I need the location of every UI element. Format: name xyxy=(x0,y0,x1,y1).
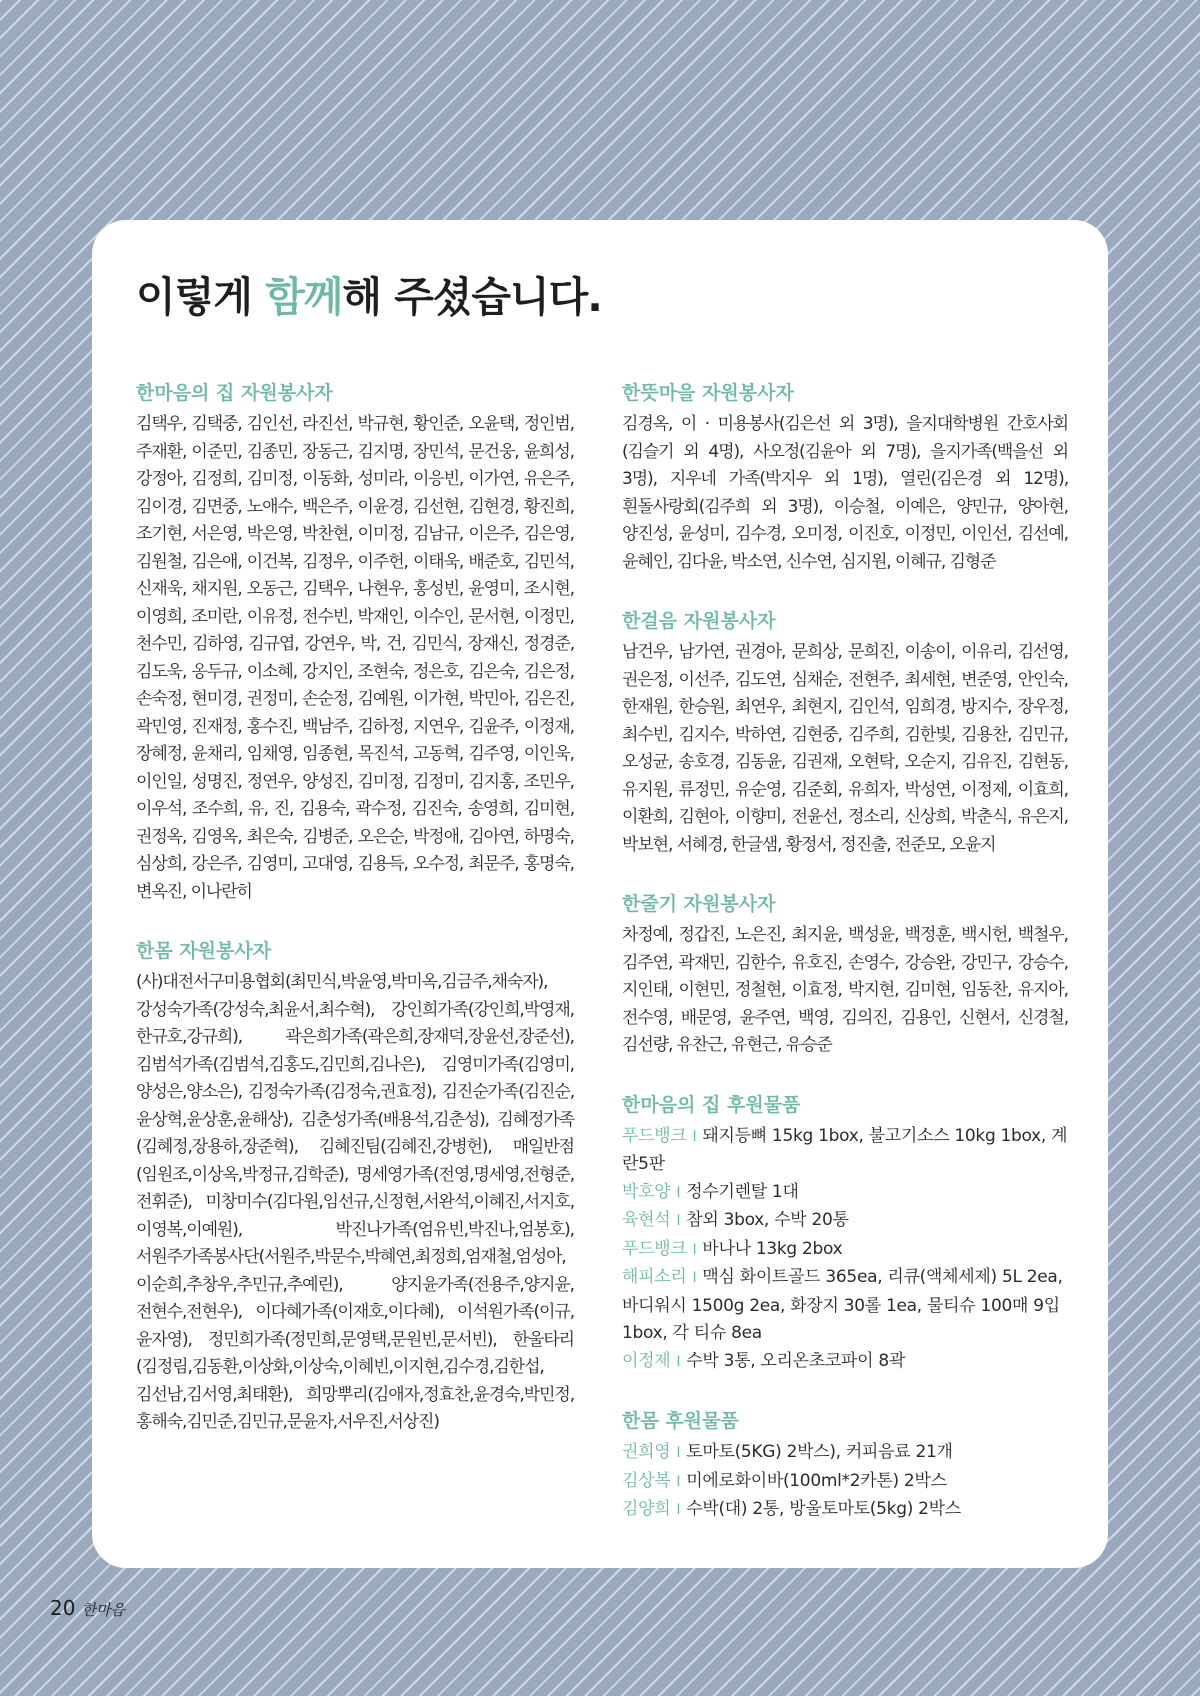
section-heading: 한걸음 자원봉사자 xyxy=(622,610,776,632)
sponsor-entry xyxy=(622,1207,1068,1236)
sponsor-items: 참외 3box, 수박 20통 xyxy=(686,1210,849,1230)
title-text-start: 이렇게 xyxy=(136,273,266,321)
sponsor-items: 토마토(5KG) 2박스), 커피음료 21개 xyxy=(686,1442,953,1462)
sponsor-items: 바나나 13kg 2box xyxy=(702,1238,843,1259)
magazine-logo: 한마음 xyxy=(81,1601,125,1619)
sponsor-items: 정수기렌탈 1대 xyxy=(686,1181,799,1202)
title-text-end: 해 주셨습니다. xyxy=(342,273,602,321)
right-column xyxy=(622,380,1068,1557)
sponsor-entry xyxy=(622,1496,1068,1525)
sponsor-name: 푸드뱅크 xyxy=(622,1125,687,1146)
section-heading: 한몸 자원봉사자 xyxy=(136,940,272,962)
sponsor-name: 해피소리 xyxy=(622,1267,687,1287)
sponsor-name: 권희영 xyxy=(622,1442,671,1462)
sponsor-entry xyxy=(622,1123,1068,1179)
separator: I xyxy=(676,1184,681,1201)
section-body: 차정예, 정갑진, 노은진, 최지윤, 백성윤, 백정훈, 백시헌, 백철우, 김주연, 곽재민, 김한수, 유호진, 손영수, 강승완, 강민구, 강승수, 지인태, 이현민, 정철현, 이효정, 박지현, 김미현, 임동찬, 유지아, 전수영, 배문영, 윤주연, 백영, 김의진, 김용인, 신현서, 신경철, 김선량, 유찬근, 유현근, 유승준 xyxy=(622,925,1068,1055)
sponsor-name: 이정제 xyxy=(622,1350,671,1371)
section-heading: 한마음의 집 후원물품 xyxy=(622,1093,801,1116)
sponsor-items: 미에로화이바(100ml*2카톤) 2박스 xyxy=(686,1470,947,1491)
sponsor-entry xyxy=(622,1468,1068,1497)
sponsor-items: 수박 3통, 오리온초코파이 8곽 xyxy=(686,1350,906,1371)
sponsor-items: 맥심 화이트골드 365ea, 리큐(액체세제) 5L 2ea, 바디워시 1500g 2ea, 화장지 30롤 1ea, 물티슈 100매 9입 1box, 각 티슈 8ea xyxy=(622,1267,1063,1343)
section-hanjulgi-volunteers xyxy=(622,891,1068,1060)
sponsor-name: 박호양 xyxy=(622,1181,671,1202)
sponsor-items: 수박(대) 2통, 방울토마토(5kg) 2박스 xyxy=(686,1499,961,1519)
separator: I xyxy=(676,1502,681,1518)
sponsor-entry xyxy=(622,1236,1068,1265)
sponsor-name: 푸드뱅크 xyxy=(622,1238,687,1259)
page-number: 20 xyxy=(50,1596,76,1620)
sponsor-items: 돼지등뼈 15kg 1box, 불고기소스 10kg 1box, 계란5판 xyxy=(622,1125,1068,1174)
section-heading: 한몸 후원물품 xyxy=(622,1410,739,1432)
section-hanmom-donations xyxy=(622,1408,1068,1525)
separator: I xyxy=(676,1353,681,1370)
section-body: 남건우, 남가연, 권경아, 문희상, 문희진, 이송이, 이유리, 김선영, 권은정, 이선주, 김도연, 심채순, 전현주, 최세현, 변준영, 안인숙, 한재원, 한승원, 최연우, 최현지, 김인석, 임희경, 방지수, 장우정, 최수빈, 김지수, 박하연, 김현중, 김주희, 김한빛, 김용찬, 김민규, 오성균, 송호경, 김동윤, 김권재, 오현탁, 오순지, 김유진, 김현동, 유지원, 류정민, 유순영, 김준회, 유희자, 박성연, 이정제, 이효희, 이환희, 김현아, 이향미, 전윤선, 정소리, 신상희, 박춘식, 유은지, 박보현, 서혜경, 한글샘, 황정서, 정진출, 전준모, 오윤지 xyxy=(622,642,1068,855)
separator: I xyxy=(676,1213,681,1229)
section-heading: 한줄기 자원봉사자 xyxy=(622,893,776,915)
sponsor-name: 김양희 xyxy=(622,1499,671,1519)
separator: I xyxy=(692,1128,697,1145)
separator: I xyxy=(692,1270,697,1286)
sponsor-name: 김상복 xyxy=(622,1470,671,1491)
separator: I xyxy=(692,1241,697,1258)
section-hantteut-volunteers xyxy=(622,380,1068,576)
section-body: 김택우, 김택중, 김인선, 라진선, 박규현, 황인준, 오윤택, 정인범, 주재환, 이준민, 김종민, 장동근, 김지명, 장민석, 문건웅, 윤희성, 강정아, 김정희, 김미정, 이동화, 성미라, 이응빈, 이가연, 유은주, 김이경, 김면중, 노애수, 백은주, 이윤경, 김선현, 김현경, 황진희, 조기현, 서은영, 박은영, 박찬현, 이미정, 김남규, 이은주, 김은영, 김원철, 김은애, 이건복, 김정우, 이주헌, 이태욱, 배준호, 김민석, 신재욱, 채지원, 오동근, 김택우, 나현우, 홍성빈, 윤영미, 조시현, 이영희, 조미란, 이유정, 전수빈, 박재인, 이수인, 문서현, 이정민, 천수민, 김하영, 김규엽, 강연우, 박, 건, 김민식, 장재신, 정경준, 김도욱, 옹두규, 이소혜, 강지인, 조현숙, 정은호, 김은숙, 김은정, 손숙정, 현미경, 권정미, 손순정, 김예원, 이가현, 박민아, 김은진, 곽민영, 진재정, 홍수진, 백남주, 김하정, 지연우, 김윤주, 이정재, 장혜정, 윤채리, 임채영, 임종현, 목진석, 고동혁, 김주영, 이인욱, 이인일, 성명진, 정연우, 양성진, 김미정, 김정미, 김지홍, 조민우, 이우석, 조수희, 유, 진, 김용숙, 곽수정, 김진숙, 송영희, 김미현, 권정옥, 김영옥, 최은숙, 김병준, 오은순, 박정애, 김아연, 하명숙, 심상희, 강은주, 김영미, 고대영, 김용득, 오수정, 최문주, 홍명숙, 변옥진, 이나란히 xyxy=(136,414,574,902)
separator: I xyxy=(676,1445,681,1461)
sponsor-entry xyxy=(622,1264,1068,1348)
content-card xyxy=(92,220,1108,1568)
section-hanmaeum-donations xyxy=(622,1092,1068,1377)
separator: I xyxy=(676,1473,681,1490)
page-title xyxy=(136,264,602,323)
section-hangeoreum-volunteers xyxy=(622,608,1068,859)
sponsor-entry xyxy=(622,1179,1068,1208)
section-heading: 한뜻마을 자원봉사자 xyxy=(622,382,794,404)
page-footer xyxy=(50,1596,125,1620)
section-hanmaeum-volunteers xyxy=(136,380,574,906)
section-heading: 한마음의 집 자원봉사자 xyxy=(136,382,333,404)
section-body: (사)대전서구미용협회(최민식,박윤영,박미옥,김금주,채숙자), 강성숙가족(강성숙,최윤서,최수혁), 강인희가족(강인희,박영재,한규호,강규희), 곽은희가족(곽은희,장재덕,장윤선,장준선), 김범석가족(김범석,김홍도,김민희,김나은), 김영미가족(김영미,양성은,양소은), 김정숙가족(김정숙,권효정), 김진순가족(김진순,윤상혁,윤상훈,윤해상), 김춘성가족(배용석,김춘성), 김혜정가족(김혜정,장용하,장준혁), 김혜진팀(김혜진,강병헌), 매일반점(임원조,이상옥,박정규,김학준), 명세영가족(전영,명세영,전형준,전휘준), 미창미수(김다원,임선규,신정현,서완석,이혜진,서지호,이영복,이예원), 박진나가족(엄유빈,박진나,엄봉호), 서원주가족봉사단(서원주,박문수,박혜연,최정희,엄재철,엄성아,이순희,추창우,추민규,추예린), 양지윤가족(전용주,양지윤,전현수,전현우), 이다혜가족(이재호,이다혜), 이석원가족(이규,윤자영), 정민희가족(정민희,문영택,문원빈,문서빈), 한울타리(김정림,김동환,이상화,이상숙,이혜빈,이지현,김수경,김한섭,김선남,김서영,최태환), 희망뿌리(김애자,정효찬,윤경숙,박민정,홍해숙,김민준,김민규,문윤자,서우진,서상진) xyxy=(136,972,574,1432)
left-column xyxy=(136,380,574,1469)
sponsor-name: 육현석 xyxy=(622,1210,671,1230)
sponsor-entry xyxy=(622,1348,1068,1377)
sponsor-entry xyxy=(622,1439,1068,1468)
section-body: 김경옥, 이 · 미용봉사(김은선 외 3명), 을지대학병원 간호사회(김슬기 외 4명), 사오정(김윤아 외 7명), 을지가족(백을선 외 3명), 지우네 가족(박지우 외 1명), 열린(김은경 외 12명), 흰돌사랑회(김주희 외 3명), 이승철, 이예은, 양민규, 양아현, 양진성, 윤성미, 김수경, 오미정, 이진호, 이정민, 이인선, 김선예, 윤혜인, 김다윤, 박소연, 신수연, 심지원, 이혜규, 김형준 xyxy=(622,414,1068,572)
section-hanmom-volunteers xyxy=(136,938,574,1437)
title-accent-text: 함께 xyxy=(265,273,343,321)
